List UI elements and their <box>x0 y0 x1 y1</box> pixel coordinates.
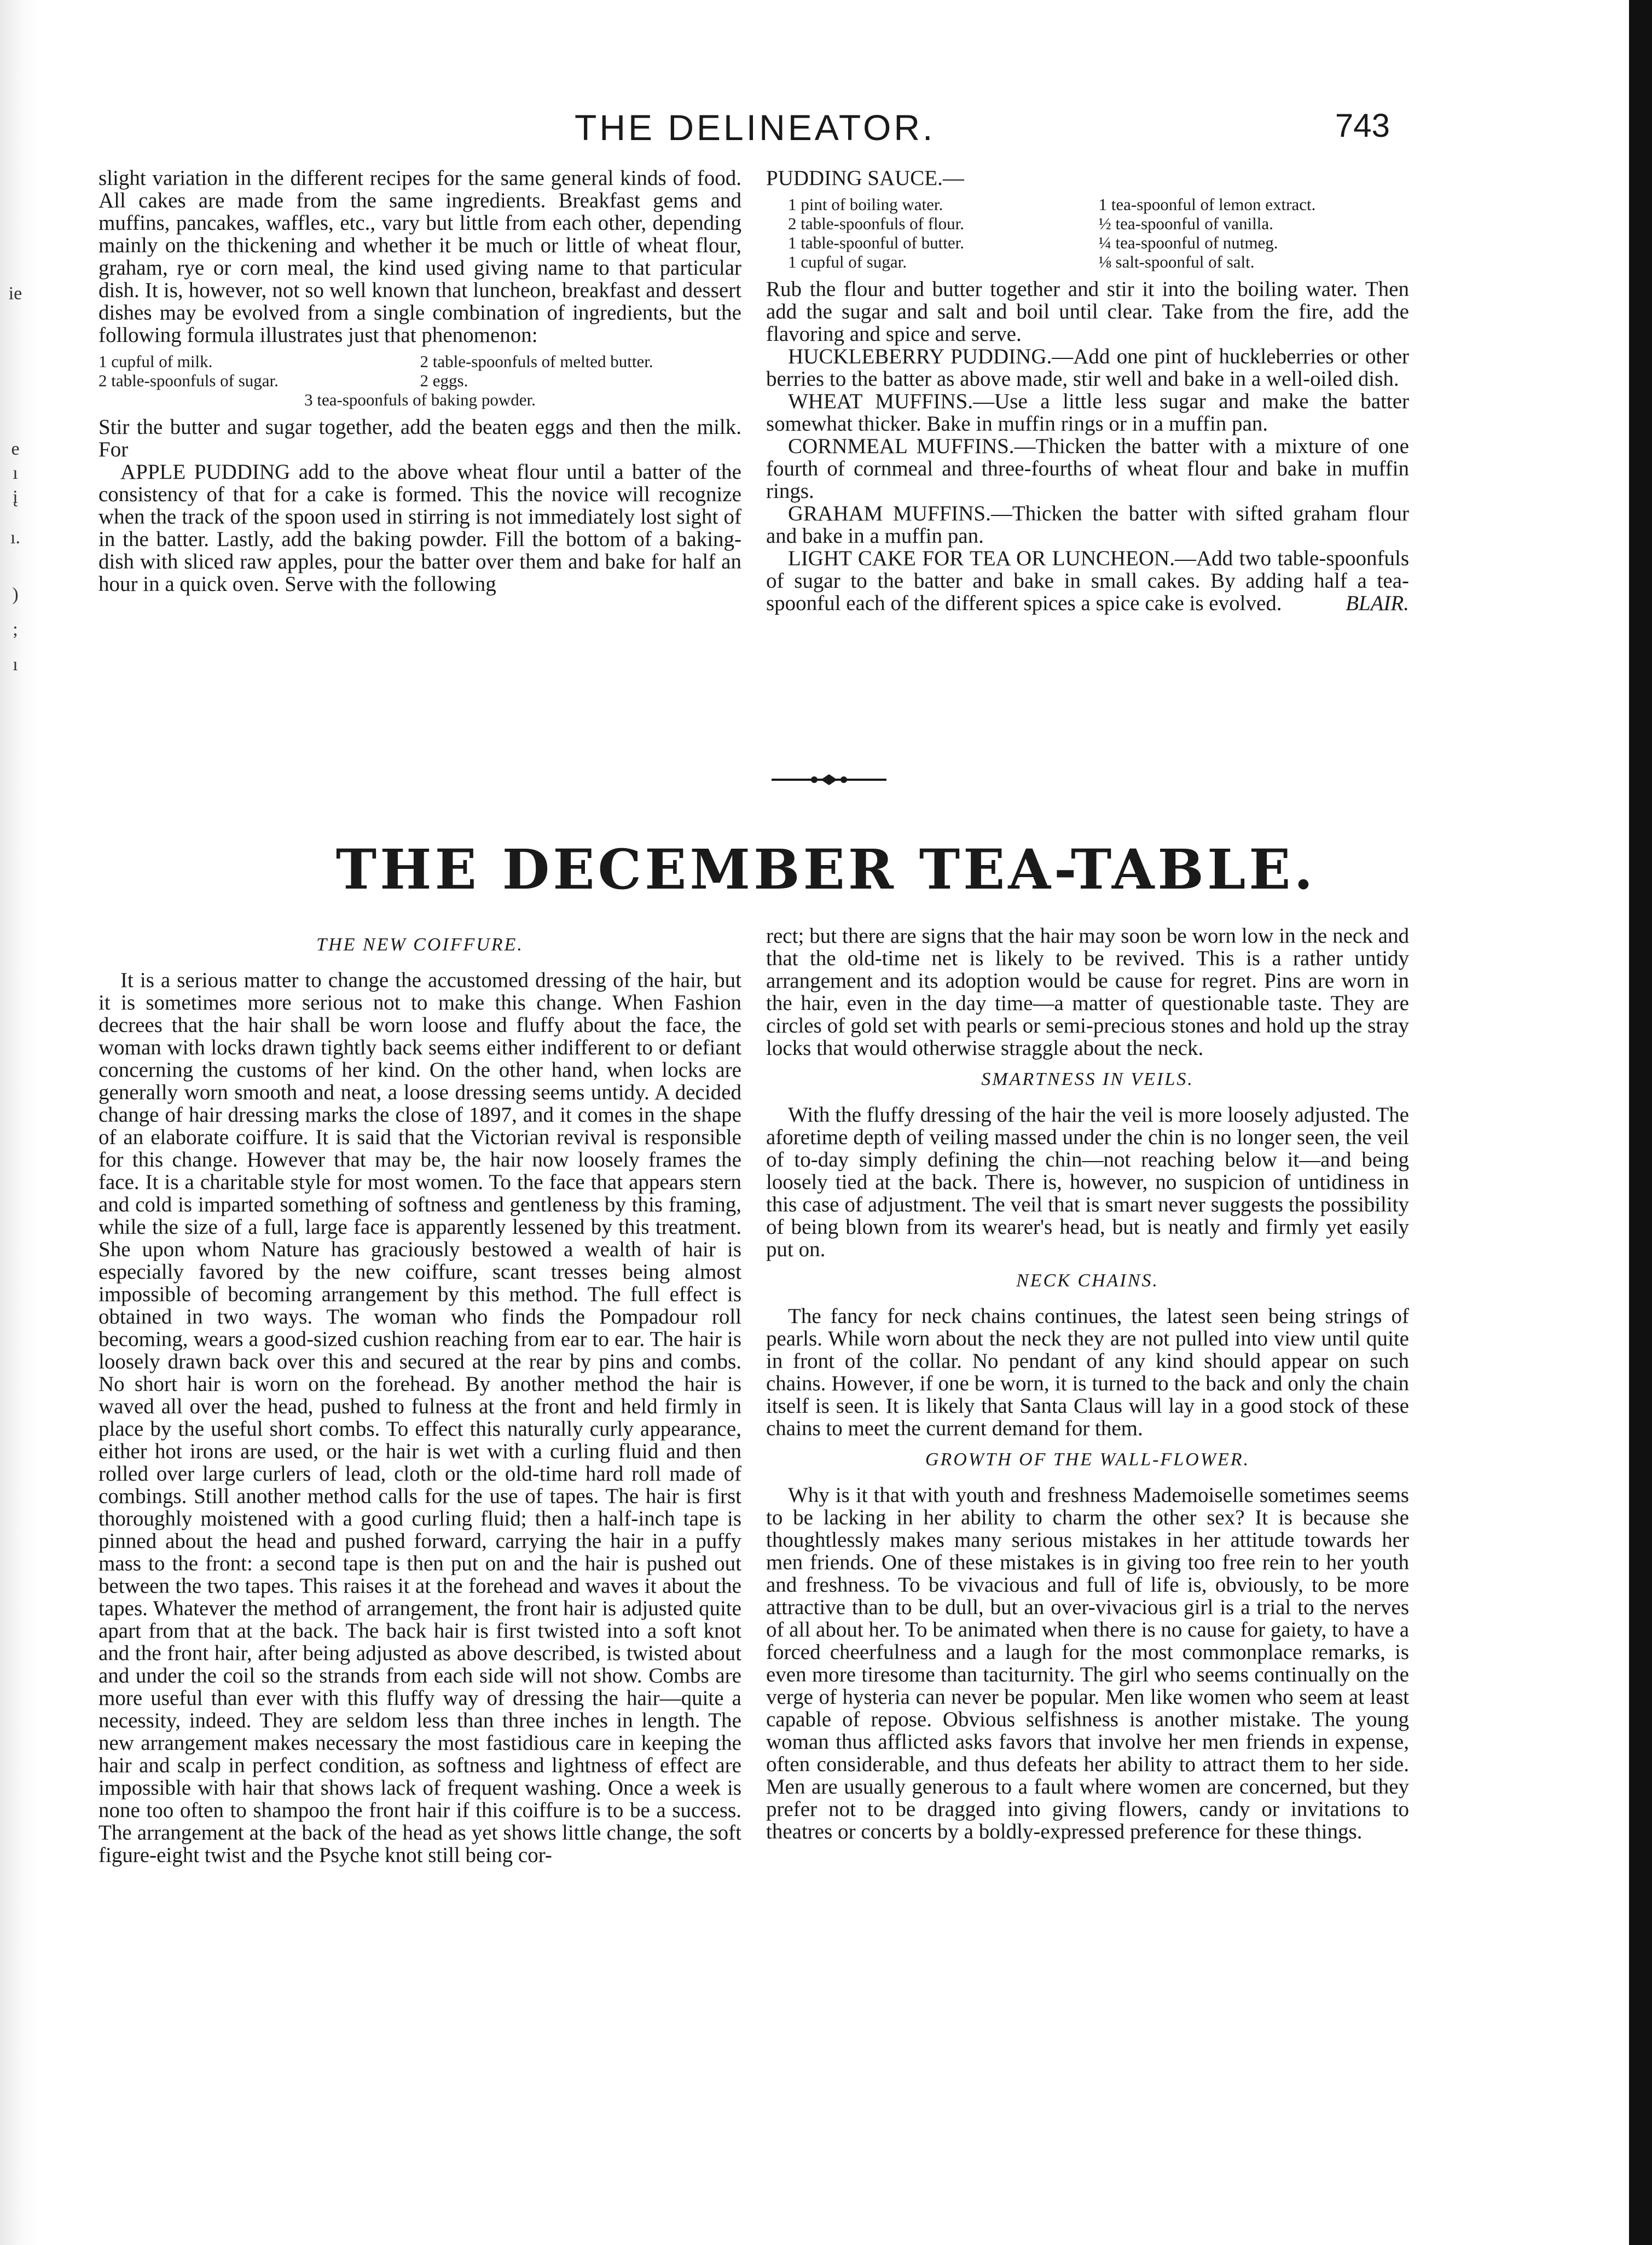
paragraph <box>766 547 1409 614</box>
page-header <box>55 107 1434 150</box>
subheading: NECK CHAINS. <box>1016 1271 1159 1291</box>
margin-mark: ı. <box>10 527 20 548</box>
margin-mark: ) <box>12 584 19 605</box>
top-left-column <box>98 167 741 595</box>
margin-mark: ie <box>8 283 22 304</box>
page-number: 743 <box>1335 107 1390 144</box>
paragraph: It is a serious matter to change the accustomed dressing of the hair, but it is sometimes more serious not to make this change. When Fashion decrees that the hair shall be worn loose and fluffy about the face, the woman with locks drawn tightly back seems either indifferent to or defiant concerning the customs of her kind. On the other hand, when locks are generally worn smooth and neat, a loose dressing seems untidy. A decided change of hair dressing marks the close of 1897, and it comes in the shape of an elaborate coiffure. It is said that the Victorian revival is responsible for this change. However that may be, the hair now loosely frames the face. It is a charitable style for most women. To the face that appears stern and cold is imparted something of softness and gentleness by this framing, while the size of a full, large face is apparently lessened by this treatment. She upon whom Nature has graciously bestowed a wealth of hair is especially favored by the new coiffure, scant tresses being almost impossible of becoming arrangement by this method. The full effect is obtained in two ways. The woman who finds the Pompadour roll becoming, wears a good-sized cushion reaching from ear to ear. The hair is loosely drawn back over this and secured at the rear by pins and combs. No short hair is worn on the forehead. By another method the hair is waved all over the head, pushed to fulness at the front and held firmly in place by the useful short combs. To effect this naturally curly appearance, either hot irons are used, or the hair is wet with a curling fluid and then rolled over large curlers of lead, cloth or the old-time hard roll made of combings. Still another method calls for the use of tapes. The hair is first thoroughly moistened with a good curling fluid; then a half-inch tape is pinned about the head and pushed forward, carrying the hair in a puffy mass to the front: a second tape is then put on and the hair is pushed out between the two tapes. This raises it at the forehead and waves it about the tapes. Whatever the method of arrangement, the front hair is adjusted quite apart from that at the back. The back hair is first twisted into a soft knot and the front hair, after being adjusted as above described, is twisted about and under the coil so the strands from each side will not show. Combs are more useful than ever with this fluffy way of dressing the hair—quite a necessity, indeed. They are seldom less than three inches in length. The new arrangement makes necessary the most fastidious care in keeping the hair and scalp in perfect condition, as softness and lightness of effect are impossible with hair that shows lack of frequent washing. Once a week is none too often to shampoo the front hair if this coiffure is to be a success. The arrangement at the back of the head as yet shows little change, the soft figure-eight twist and the Psyche knot still being cor- <box>98 968 741 1867</box>
ingredient: 2 table-spoonfuls of flour. <box>788 214 965 233</box>
margin-mark: e <box>11 439 20 459</box>
top-right-column <box>766 167 1409 614</box>
recipe-ingredients <box>98 352 741 409</box>
subheading: GROWTH OF THE WALL-FLOWER. <box>925 1449 1250 1470</box>
margin-mark: ı <box>13 463 18 483</box>
paragraph: GRAHAM MUFFINS.—Thicken the batter with sifted graham flour and bake in a muffin pan. <box>766 502 1409 548</box>
ingredient: 3 tea-spoonfuls of baking powder. <box>304 390 536 409</box>
ingredient: ⅛ salt-spoonful of salt. <box>1098 252 1255 271</box>
section-heading: PUDDING SAUCE.— <box>766 166 964 190</box>
ingredient: 1 tea-spoonful of lemon extract. <box>1098 195 1316 214</box>
ingredient: 1 cupful of sugar. <box>788 252 907 271</box>
margin-mark: į <box>13 487 18 507</box>
ornament-divider <box>772 771 886 788</box>
paragraph: HUCKLEBERRY PUDDING.—Add one pint of huckleberries or other berries to the batter as above made, stir well and bake in a well-oiled dish. <box>766 345 1409 391</box>
paragraph: CORNMEAL MUFFINS.—Thicken the batter with a mixture of one fourth of cornmeal and three-fourths of wheat flour and bake in muffin rings. <box>766 434 1409 503</box>
ingredient: 2 table-spoonfuls of melted butter. <box>420 352 653 371</box>
bottom-right-column <box>766 925 1409 1843</box>
margin-mark: ; <box>13 619 18 640</box>
paragraph-text: LIGHT CAKE FOR TEA OR LUNCHEON.—Add two table-spoonfuls of sugar to the batter and bake in small cakes. By adding half a tea-spoonful each of the different spices a spice cake is evolved. <box>766 547 1409 615</box>
bottom-left-column <box>98 925 741 1866</box>
paragraph: With the fluffy dressing of the hair the veil is more loosely adjusted. The aforetime depth of veiling massed under the chin is no longer seen, the veil of to-day simply defining the chin—not reaching below it—and being loosely tied at the back. There is, however, no suspicion of untidiness in this case of adjustment. The veil that is smart never suggests the possibility of being blown from its wearer's head, but is neatly and firmly yet easily put on. <box>766 1103 1409 1261</box>
main-title: THE DECEMBER TEA-TABLE. <box>335 837 1317 902</box>
paragraph: slight variation in the different recipes for the same general kinds of food. All cakes are made from the same ingredients. Breakfast gems and muffins, pancakes, waffles, etc., vary but little from each other, depending mainly on the thickening and whether it be much or little of wheat flour, graham, rye or corn meal, the kind used giving name to that particular dish. It is, however, not so well known that luncheon, breakfast and dessert dishes may be evolved from a single combination of ingredients, but the following formula illustrates just that phenomenon: <box>98 166 741 347</box>
ingredient: 1 pint of boiling water. <box>788 195 943 214</box>
signature: BLAIR. <box>1346 591 1409 615</box>
sauce-ingredients <box>788 195 1409 271</box>
ingredient: 1 cupful of milk. <box>98 352 213 371</box>
paragraph: rect; but there are signs that the hair may soon be worn low in the neck and that the old-time net is likely to be revived. This is a rather untidy arrangement and its adoption would be cause for regret. Pins are worn in the hair, even in the day time—a matter of questionable taste. They are circles of gold set with pearls or semi-precious stones and hold up the stray locks that would otherwise straggle about the neck. <box>766 924 1409 1060</box>
running-title: THE DELINEATOR. <box>575 107 936 148</box>
ingredient: 2 eggs. <box>420 371 468 390</box>
paragraph: Why is it that with youth and freshness Mademoiselle sometimes seems to be lacking in her ability to charm the other sex? It is because she thoughtlessly makes many serious mistakes in her attitude towards her men friends. One of these mistakes is in giving too free rein to her youth and freshness. To be vivacious and full of life is, obviously, to be more attractive than to be dull, but an over-vivacious girl is a trial to the nerves of all about her. To be animated when there is no cause for gaiety, to have a forced cheerfulness and a laugh for the most commonplace remarks, is even more tiresome than taciturnity. The girl who seems continually on the verge of hysteria can never be popular. Men like women who seem at least capable of repose. Obvious selfishness is another mistake. The young woman thus afflicted asks favors that involve her men friends in expense, often considerable, and thus defeats her ability to attract them to her side. Men are usually generous to a fault where women are concerned, but they prefer not to be dragged into giving flowers, candy or invitations to theatres or concerts by a boldly-expressed preference for these things. <box>766 1483 1409 1843</box>
paragraph: APPLE PUDDING add to the above wheat flour until a batter of the consistency of that for a cake is formed. This the novice will recognize when the track of the spoon used in stirring is not immediately lost sight of in the batter. Lastly, add the baking powder. Fill the bottom of a baking-dish with sliced raw apples, pour the batter over them and bake for half an hour in a quick oven. Serve with the following <box>98 460 741 596</box>
paragraph: Rub the flour and butter together and stir it into the boiling water. Then add the sugar and salt and boil until clear. Take from the fire, add the flavoring and spice and serve. <box>766 277 1409 346</box>
paragraph: WHEAT MUFFINS.—Use a little less sugar and make the batter somewhat thicker. Bake in muffin rings or in a muffin pan. <box>766 390 1409 436</box>
paragraph: Stir the butter and sugar together, add the beaten eggs and then the milk. For <box>98 415 741 461</box>
paragraph: The fancy for neck chains continues, the latest seen being strings of pearls. While worn about the neck they are not pulled into view until quite in front of the collar. No pendant of any kind should appear on such chains. However, if one be worn, it is turned to the back and only the chain itself is seen. It is likely that Santa Claus will lay in a good stock of these chains to meet the current demand for them. <box>766 1304 1409 1440</box>
ingredient: ¼ tea-spoonful of nutmeg. <box>1098 233 1278 252</box>
margin-mark: ı <box>13 654 18 675</box>
subheading: SMARTNESS IN VEILS. <box>981 1069 1194 1089</box>
ingredient: ½ tea-spoonful of vanilla. <box>1098 214 1273 233</box>
ingredient: 2 table-spoonfuls of sugar. <box>98 371 279 390</box>
margin-marks <box>3 285 27 674</box>
ingredient: 1 table-spoonful of butter. <box>788 233 964 252</box>
subheading: THE NEW COIFFURE. <box>316 935 524 955</box>
page-right-edge <box>1629 0 1652 2245</box>
